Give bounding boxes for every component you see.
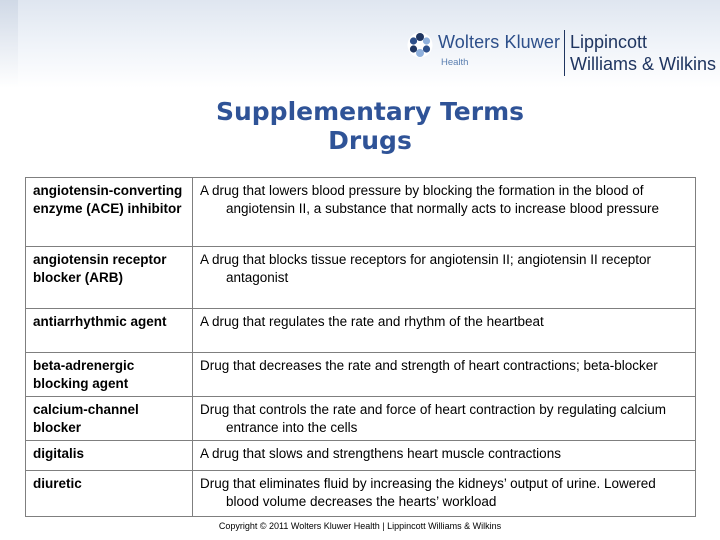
table-row <box>26 309 696 353</box>
term-cell: antiarrhythmic agent <box>26 309 193 353</box>
copyright-footer: Copyright © 2011 Wolters Kluwer Health | Lippincott Williams & Wilkins <box>218 521 502 531</box>
definition-cell <box>193 353 696 397</box>
definition-text: A drug that regulates the rate and rhythm of the heartbeat <box>200 314 544 329</box>
term-cell: angiotensin-converting enzyme (ACE) inhibitor <box>26 178 193 247</box>
logo-brand <box>570 31 716 75</box>
table-row <box>26 353 696 397</box>
definition-cell <box>193 397 696 441</box>
logo-divider <box>564 30 565 76</box>
table-row <box>26 471 696 517</box>
term-cell: beta-adrenergic blocking agent <box>26 353 193 397</box>
logo-division: Health <box>441 57 469 68</box>
table-row <box>26 178 696 247</box>
header-left-strip <box>0 0 18 88</box>
publisher-logo <box>405 28 717 80</box>
logo-company-name: Wolters Kluwer <box>438 32 561 52</box>
term-cell: diuretic <box>26 471 193 517</box>
term-cell: calcium-channel blocker <box>26 397 193 441</box>
definition-cell <box>193 441 696 471</box>
definition-cell <box>193 471 696 517</box>
terms-table <box>25 177 696 517</box>
definition-text: Drug that eliminates fluid by increasing the kidneys’ output of urine. Lowered blood volume decreases the hearts’ workload <box>200 476 656 509</box>
logo-brand-line2: Williams & Wilkins <box>570 54 716 74</box>
definition-text: Drug that decreases the rate and strength of heart contractions; beta-blocker <box>200 358 658 373</box>
logo-brand-line1: Lippincott <box>570 32 648 52</box>
table-row <box>26 247 696 309</box>
definition-text: Drug that controls the rate and force of heart contraction by regulating calcium entrance into the cells <box>200 402 667 435</box>
slide-title-line1: Supplementary Terms <box>215 97 525 126</box>
definition-cell <box>193 178 696 247</box>
slide-title-line2: Drugs <box>328 126 412 155</box>
definition-cell <box>193 247 696 309</box>
slide-title <box>150 97 590 155</box>
table-row <box>26 441 696 471</box>
definition-text: A drug that lowers blood pressure by blocking the formation in the blood of angiotensin II, a substance that normally acts to increase blood pressure <box>200 183 659 216</box>
definition-text: A drug that blocks tissue receptors for angiotensin II; angiotensin II receptor antagonist <box>200 252 652 285</box>
definition-cell <box>193 309 696 353</box>
definition-text: A drug that slows and strengthens heart muscle contractions <box>200 446 561 461</box>
table-row <box>26 397 696 441</box>
term-cell: digitalis <box>26 441 193 471</box>
wolters-kluwer-logo-icon <box>407 32 433 58</box>
term-cell: angiotensin receptor blocker (ARB) <box>26 247 193 309</box>
